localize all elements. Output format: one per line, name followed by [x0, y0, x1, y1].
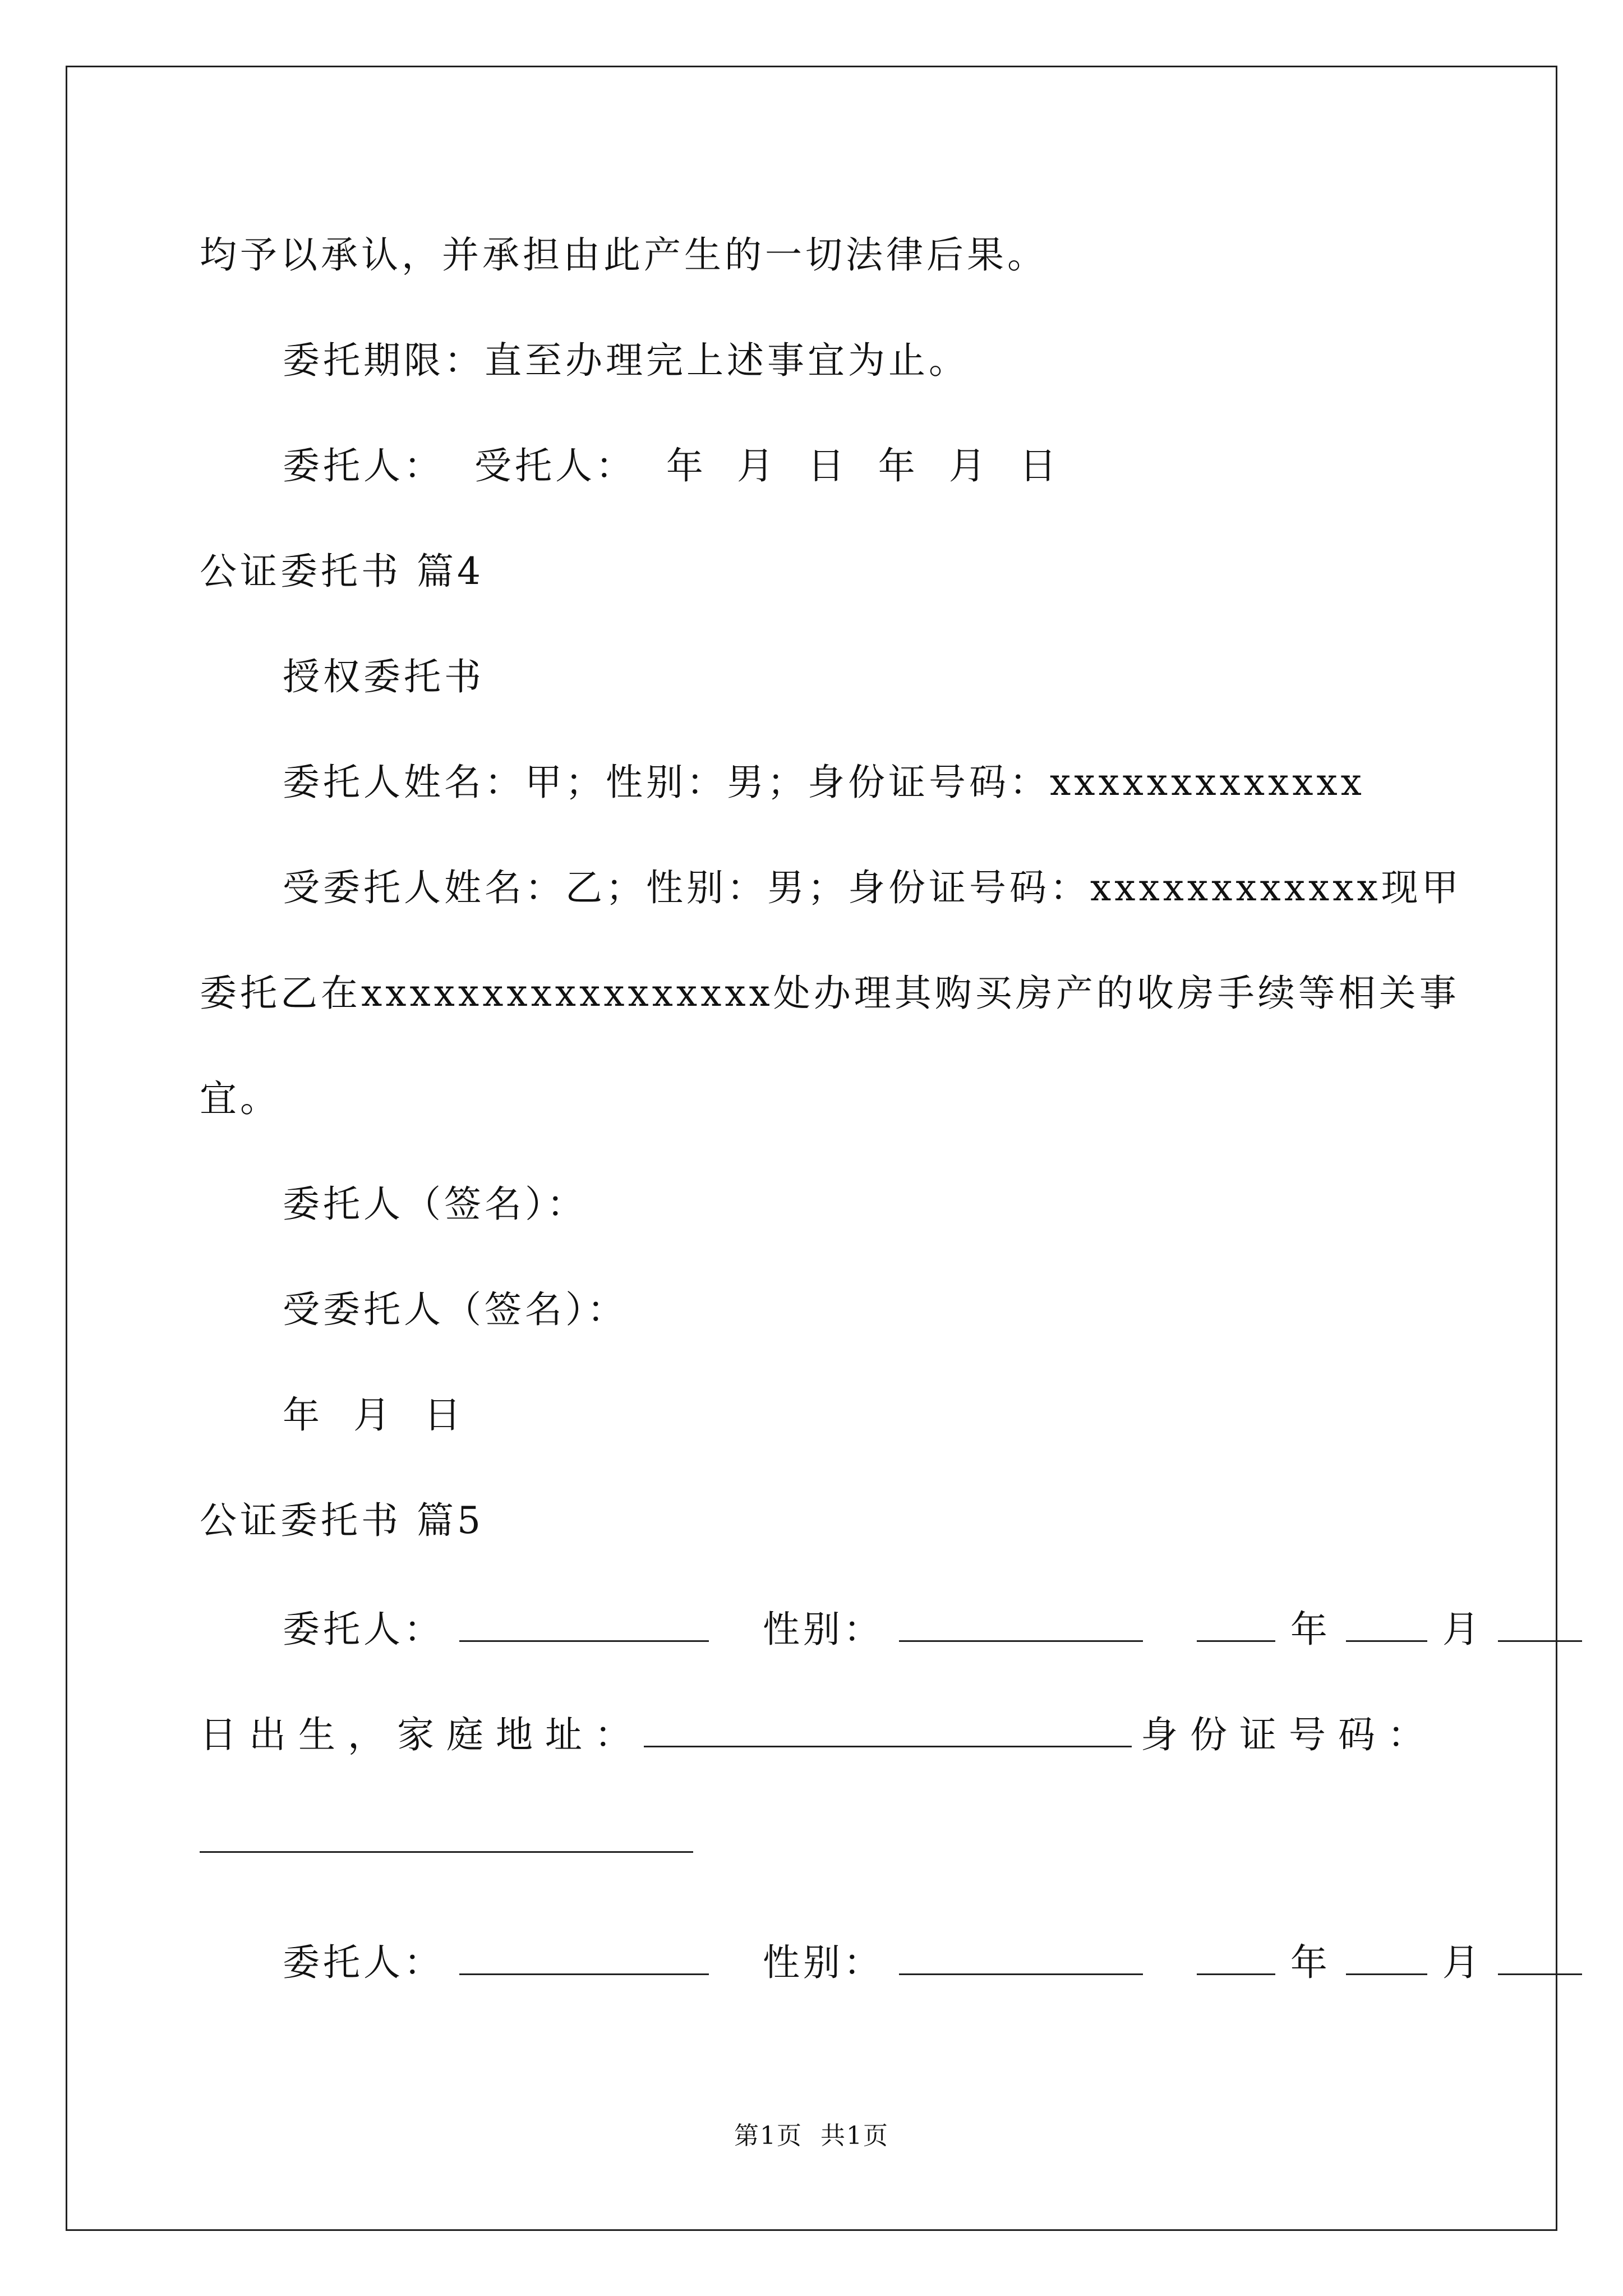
agent-info: 受委托人姓名：乙；性别：男；身份证号码：xxxxxxxxxxxx	[283, 866, 1381, 909]
entrust-period: 委托期限：直至办理完上述事宜为止。	[283, 339, 969, 382]
form-row-principal-2	[283, 1941, 1582, 1984]
id-char: 号	[1289, 1713, 1329, 1756]
birth-month-field[interactable]	[1346, 1608, 1427, 1642]
entrust-matter-start: 委托乙在	[200, 972, 361, 1015]
year-label: 年	[1290, 1608, 1331, 1651]
address-char: 家	[397, 1713, 437, 1756]
date-line: 年 月 日	[283, 1393, 464, 1437]
id-number-field[interactable]	[200, 1819, 693, 1853]
id-char: 证	[1239, 1713, 1280, 1756]
principal-label: 委托人：	[283, 1941, 444, 1984]
id-char: ：	[1387, 1713, 1428, 1756]
born-char: 出	[249, 1713, 289, 1756]
entrust-matter-end-line: 宜。	[200, 1077, 280, 1120]
address-char: 庭	[446, 1713, 487, 1756]
page-footer: 第1页 共1页	[734, 2122, 889, 2150]
birth-year-field[interactable]	[1197, 1941, 1275, 1975]
id-char: 码	[1338, 1713, 1378, 1756]
id-number-row	[200, 1819, 693, 1859]
section-heading-5: 公证委托书 篇5	[200, 1499, 484, 1542]
principal-name-field[interactable]	[459, 1608, 709, 1642]
signature-date-line: 委托人： 受托人： 年 月 日 年 月 日	[283, 444, 1060, 487]
document-title: 授权委托书	[283, 655, 485, 698]
year-label: 年	[1290, 1941, 1331, 1984]
form-row-address	[200, 1713, 1428, 1754]
principal-label: 委托人：	[283, 1608, 444, 1651]
birth-year-field[interactable]	[1197, 1608, 1275, 1642]
gender-field[interactable]	[899, 1608, 1143, 1642]
principal-info: 委托人姓名：甲；性别：男；身份证号码：xxxxxxxxxxxxx	[283, 761, 1365, 804]
gender-field[interactable]	[899, 1941, 1143, 1975]
address-char: 址	[545, 1713, 585, 1756]
address-char: ：	[594, 1713, 635, 1756]
paragraph-line-1: 均予以承认，并承担由此产生的一切法律后果。	[200, 233, 1048, 277]
entrust-matter-end: 处办理其购买房产的收房手续等相关事	[773, 972, 1460, 1015]
born-char: ，	[348, 1713, 388, 1756]
form-row-principal-1	[283, 1608, 1582, 1651]
gender-label: 性别：	[762, 1941, 884, 1984]
page-border	[66, 66, 1557, 2231]
month-label: 月	[1442, 1941, 1483, 1984]
agent-info-tail: 现甲	[1381, 866, 1462, 909]
agent-info-line	[283, 866, 1462, 909]
entrust-matter-line	[200, 972, 1460, 1015]
id-char: 身	[1141, 1713, 1181, 1756]
born-char: 生	[298, 1713, 339, 1756]
birth-day-field[interactable]	[1498, 1941, 1582, 1975]
principal-name-field[interactable]	[459, 1941, 709, 1975]
entrust-matter-place: xxxxxxxxxxxxxxxxx	[361, 972, 773, 1015]
agent-signature: 受委托人（签名）：	[283, 1288, 628, 1331]
birth-day-field[interactable]	[1498, 1608, 1582, 1642]
birth-month-field[interactable]	[1346, 1941, 1427, 1975]
section-heading-4: 公证委托书 篇4	[200, 550, 484, 593]
born-char: 日	[200, 1713, 240, 1756]
gender-label: 性别：	[762, 1608, 884, 1651]
month-label: 月	[1442, 1608, 1483, 1651]
principal-signature: 委托人（签名）：	[283, 1182, 587, 1226]
id-char: 份	[1190, 1713, 1230, 1756]
address-char: 地	[496, 1713, 536, 1756]
address-field[interactable]	[644, 1713, 1132, 1747]
